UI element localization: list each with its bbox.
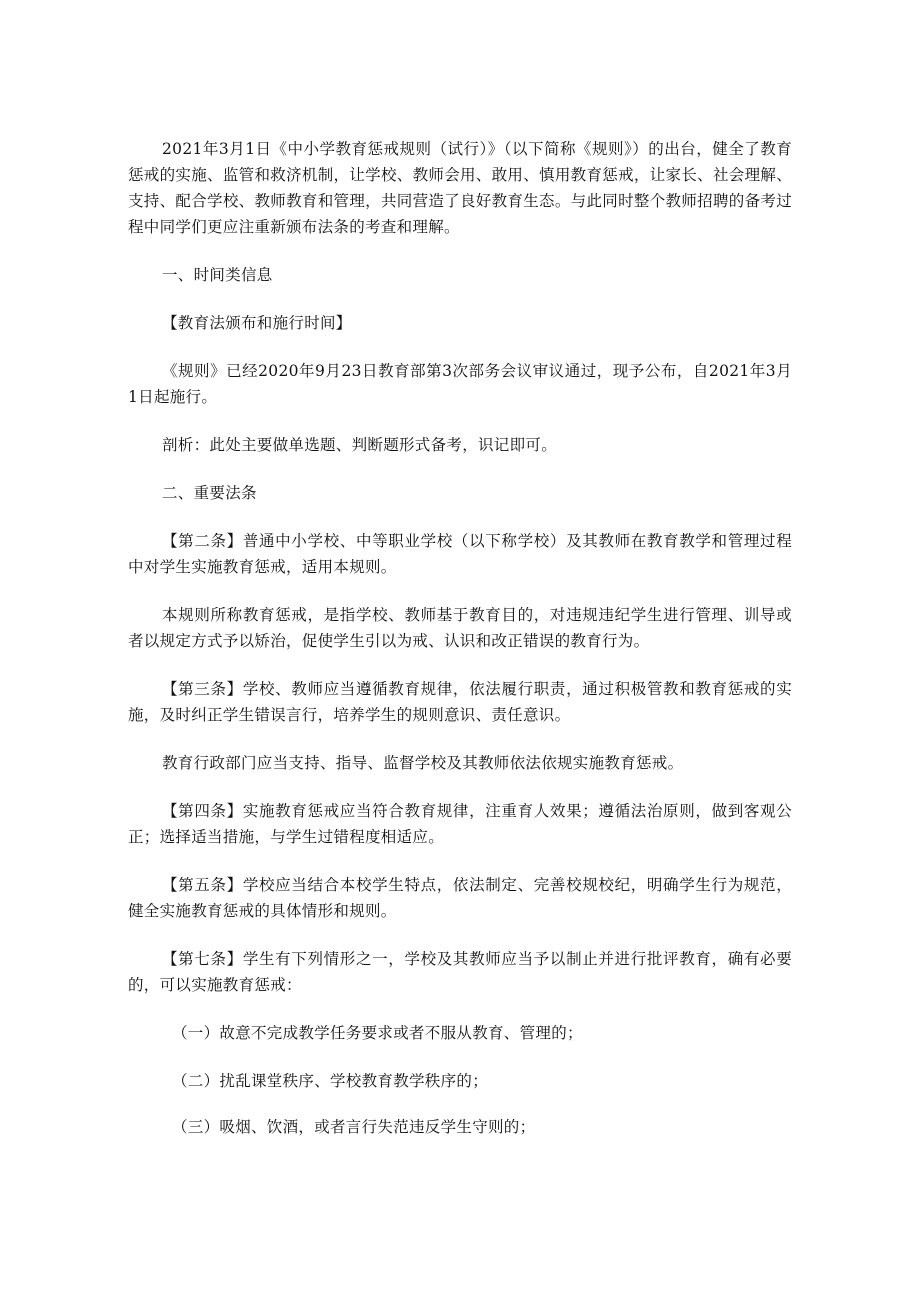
article7-item-1: （一）故意不完成教学任务要求或者不服从教育、管理的； (172, 1024, 583, 1042)
article3-paragraph: 【第三条】学校、教师应当遵循教育规律，依法履行职责，通过积极管教和教育惩戒的实施，及时纠正学生错误言行，培养学生的规则意识、责任意识。 (128, 680, 792, 724)
article2-definition: 本规则所称教育惩戒，是指学校、教师基于教育目的，对违规违纪学生进行管理、训导或者以规定方式予以矫治，促使学生引以为戒、认识和改正错误的教育行为。 (128, 606, 792, 650)
section1-subheading: 【教育法颁布和施行时间】 (162, 314, 352, 332)
article7-paragraph: 【第七条】学生有下列情形之一，学校及其教师应当予以制止并进行批评教育，确有必要的，可以实施教育惩戒： (128, 950, 792, 994)
intro-paragraph: 2021年3月1日《中小学教育惩戒规则（试行）》（以下简称《规则》）的出台，健全了教育惩戒的实施、监管和救济机制，让学校、教师会用、敢用、慎用教育惩戒，让家长、社会理解、支持、配合学校、教师教育和管理，共同营造了良好教育生态。与此同时整个教师招聘的备考过程中同学们更应注重新颁布法条的考查和理解。 (128, 140, 792, 236)
article7-item-3: （三）吸烟、饮酒，或者言行失范违反学生守则的； (172, 1118, 536, 1136)
article4-paragraph: 【第四条】实施教育惩戒应当符合教育规律，注重育人效果；遵循法治原则，做到客观公正；选择适当措施，与学生过错程度相适应。 (128, 802, 792, 846)
section1-body: 《规则》已经2020年9月23日教育部第3次部务会议审议通过，现予公布，自2021年3月1日起施行。 (128, 362, 792, 406)
article3-supplement: 教育行政部门应当支持、指导、监督学校及其教师依法依规实施教育惩戒。 (162, 754, 684, 772)
section2-heading: 二、重要法条 (162, 484, 257, 502)
article7-item-2: （二）扰乱课堂秩序、学校教育教学秩序的； (172, 1072, 489, 1090)
section1-heading: 一、时间类信息 (162, 266, 273, 284)
article2-paragraph: 【第二条】普通中小学校、中等职业学校（以下称学校）及其教师在教育教学和管理过程中对学生实施教育惩戒，适用本规则。 (128, 532, 792, 576)
article5-paragraph: 【第五条】学校应当结合本校学生特点，依法制定、完善校规校纪，明确学生行为规范，健全实施教育惩戒的具体情形和规则。 (128, 876, 792, 920)
document-body (128, 136, 792, 1140)
section1-analysis: 剖析：此处主要做单选题、判断题形式备考，识记即可。 (162, 436, 558, 454)
